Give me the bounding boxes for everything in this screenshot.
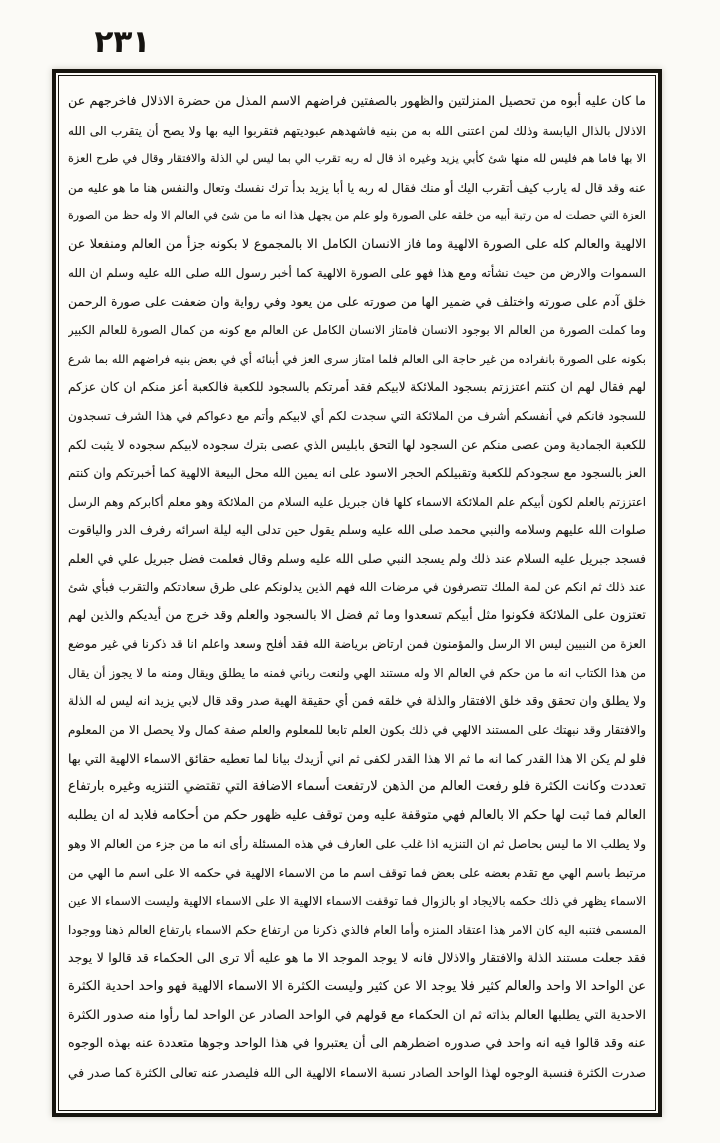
text-line: العالم فما ثبت لها حكم الا بالعالم فهي متوقفة عليه ومن توقف عليه ظهور حكم من أحكامه فلابد له ان يطلبه <box>68 807 646 823</box>
text-line: من هذا الكتاب انه ما من حكم في العالم الا وله مستند الهي ولنعت رباني فمنه ما يطلق ويقال ومنه ما لا يجوز أن يقال <box>68 665 646 680</box>
text-line: ولا يطلب الا ما ليس بحاصل ثم ان التنزيه اذا غلب على العارف في هذه المسئلة رأى انه ما من جزء من العالم الا وهو <box>68 837 646 852</box>
page-number: ٢٣١ <box>92 24 153 60</box>
text-line: الالهية والعالم كله على الصورة الالهية وما فاز الانسان الكامل الا بالمجموع لا بكونه جزأ من العالم ومنفعلا عن <box>68 236 646 252</box>
text-line: ما كان عليه أبوه من تحصيل المنزلتين والظهور بالصفتين فراضهم الاسم المذل من حضرة الاذلال فاخرجهم عن <box>68 94 646 109</box>
text-line: ولا يطلق وان تحقق وقد خلق الافتقار والذلة في خلقه فمن أي حقيقة الهية صدر وقد قال لابي يزيد انه ليس له الذلة <box>68 694 646 709</box>
text-line: العز بالسجود مع سجودكم للكعبة وتقبيلكم الحجر الاسود على انه يمين الله محل البيعة الالهية كما أخبرتكم وان كنتم <box>68 466 646 481</box>
text-line: صلوات الله عليهم وسلامه والنبي محمد صلى الله عليه وسلم يقول حين تدلى اليه ليلة اسرائه رفرف الدر والياقوت <box>68 523 646 538</box>
page-border-frame <box>52 69 662 1117</box>
body-text-block <box>68 88 646 1104</box>
text-line: عنه وقد قال له يارب كيف أتقرب اليك أو منك فقال له ربه يا أبا يزيد بدأ ترك نفسك وتعال والنفس هنا ما هو عليه من <box>68 180 646 195</box>
text-line: السموات والارض من حيث نشأته ومع هذا فهو على الصورة الالهية كما أخبر رسول الله صلى الله عليه وسلم ان الله <box>68 266 646 281</box>
text-line: الاذلال بالذال اليابسة وذلك لمن اعتنى الله به من بنيه فاشهدهم عبوديتهم فتقربوا اليه بها ولا يصح أن يتقرب الى الله <box>68 123 646 138</box>
text-line: بكونه على الصورة بانفراده من غير حاجة الى العالم فلما امتاز سرى العز في أبنائه أي في بعض بنيه فراضهم الله بما شرع <box>68 351 646 366</box>
text-line: المسمى فتنبه اليه كان الامر هذا اعتقاد المنزه وأما العام فالذي ذكرنا من ارتفاع حكم الاسماء بارتفاع العالم ذهنا ووجودا <box>68 922 646 937</box>
text-line: فسجد جبريل عليه السلام عند ذلك ولم يسجد النبي صلى الله عليه وسلم وقال فعلمت فضل جبريل علي في العلم <box>68 551 646 566</box>
text-line: خلق آدم على صورته واختلف في ضمير الها من صورته على من يعود وفي رواية وان ضعفت على صورة الرحمن <box>68 293 646 309</box>
text-line: صدرت الكثرة فنسبة الوجوه لهذا الواحد الصادر نسبة الاسماء الالهية الى الله فليصدر عنه تعالى الكثرة كما صدر في <box>68 1065 646 1080</box>
text-line: عند ذلك ثم انكم عن لمة الملك تتصرفون في مرضات الله فهم الذين يدلونكم على طرق سعادتكم والتقرب فبأي شئ <box>68 580 646 595</box>
page-border-inner-rule <box>58 75 656 1111</box>
text-line: العزة التي حصلت له من رتبة أبيه من خلقه على الصورة ولو علم من يجهل هذا انه ما من شئ في العالم الا وله حظ من الصورة <box>68 209 646 223</box>
text-line: للسجود فانكم في أنفسكم أشرف من الملائكة التي سجدت لكم أي لابيكم وأتم مع دعواكم في هذا الشرف تسجدون <box>68 409 646 424</box>
text-line: العزة من النبيين ليس الا الرسل والمؤمنون فمن ارتاض برياضة الله فقد أفلح وسعد واعلم انا قد ذكرنا في غير موضع <box>68 637 646 652</box>
text-line: الاحدية التي يطلبها العالم بذاته ثم ان الحكماء مع قولهم في الواحد الصادر عن الواحد لما رأوا منه صدور الكثرة <box>68 1007 646 1023</box>
text-line: الاسماء يظهر في ذلك حكمه بالايجاد او بالزوال فما توقفت الاسماء الالهية الا على الاسماء الالهية وليست الاسماء الا عين <box>68 894 646 909</box>
text-line: اعتززتم بالعلم لكون أبيكم علم الملائكة الاسماء كلها فان جبريل عليه السلام من الملائكة وهو معلم أكابركم وهم الرسل <box>68 494 646 509</box>
text-line: للكعبة الجمادية ومن عصى منكم عن السجود لها التحق بابليس الذي عصى بترك سجوده لابيكم سجوده لا يثبت لكم <box>68 437 646 452</box>
text-line: عنه وقد قالوا فيه انه واحد في صدوره اضطرهم الى أن يعتبروا في هذا الواحد وجوها متعددة عنه بهذه الوجوه <box>68 1036 646 1052</box>
text-line: وما كملت الصورة من العالم الا بوجود الانسان فامتاز الانسان الكامل عن العالم مع كونه من كمال الصورة للعالم الكبير <box>68 323 646 338</box>
text-line: مرتبط باسم الهي مع تقدم بعضه على بعض فما توقف اسم ما من الاسماء الالهية في حكمه الا على اسم ما الهي من <box>68 865 646 880</box>
text-line: لهم فقال لهم ان كنتم اعتززتم بسجود الملائكة لابيكم فقد أمرتكم بالسجود للكعبة فالكعبة أعز منكم ان كان عزكم <box>68 380 646 395</box>
text-line: عن الواحد الا واحد والعالم كثير فلا يوجد الا عن كثير وليست الكثرة الا الاسماء الالهية فهو واحد احدية الكثرة <box>68 978 646 994</box>
text-line: تعددت وكانت الكثرة فلو رفعت العالم من الذهن لارتفعت أسماء الاضافة التي تقتضي التنزيه وغيره بارتفاع <box>68 779 646 795</box>
text-line: والافتقار وقد نبهتك على المستند الالهي في ذلك بكون العلم تابعا للمعلوم والعلم صفة كمال ولا يحصل الا من المعلوم <box>68 723 646 738</box>
text-line: فلو لم يكن الا هذا القدر كما انه ما ثم الا هذا القدر لكفى ثم اني أزيدك بيانا لما تعطيه حقائق الاسماء الالهية التي بها <box>68 751 646 766</box>
text-line: الا بها فاما هم فليس لله منها شئ كأبي يزيد وغيره اذ قال له ربه تقرب الي بما ليس لي الذلة والافتقار وقال في طرح العزة <box>68 152 646 166</box>
text-line: تعتزون على الملائكة فكونوا مثل أبيكم تسعدوا وما ثم فضل الا بالسجود والعلم وقد خرج من أيديكم والذين لهم <box>68 607 646 623</box>
text-line: فقد جعلت مستند الذلة والافتقار والاذلال فانه لا يوجد الموجد الا ما هو عليه ألا ترى الى الحكماء قد قالوا لا يوجد <box>68 950 646 966</box>
